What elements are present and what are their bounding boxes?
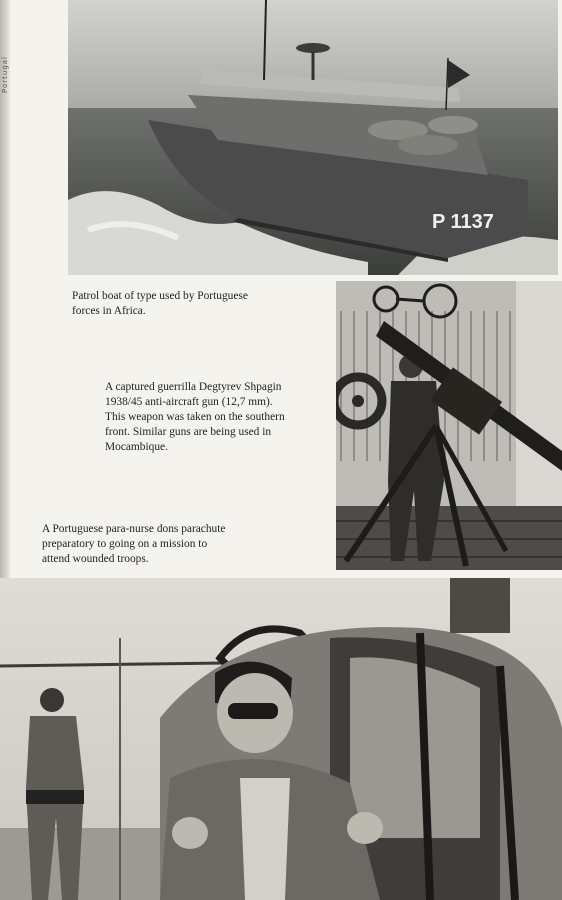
anti-aircraft-gun-caption [105,380,327,455]
anti-aircraft-gun-photo [336,281,562,570]
margin-label: Portugal [1,56,9,93]
caption-line: This weapon was taken on the southern [105,411,285,423]
caption-line: attend wounded troops. [42,553,149,565]
caption-line: Patrol boat of type used by Portuguese [72,290,248,302]
caption-line: A Portuguese para-nurse dons parachute [42,523,226,535]
caption-line: 1938/45 anti-aircraft gun (12,7 mm). [105,396,273,408]
patrol-boat-caption [72,289,302,319]
caption-line: forces in Africa. [72,305,146,317]
caption-line: Mocambique. [105,441,168,453]
para-nurse-caption [42,522,272,567]
caption-line: A captured guerrilla Degtyrev Shpagin [105,381,282,393]
patrol-boat-photo [68,0,558,275]
helicopter-nurse-photo [0,578,562,900]
caption-line: preparatory to going on a mission to [42,538,208,550]
caption-line: front. Similar guns are being used in [105,426,272,438]
hull-marking: P 1137 [432,211,494,233]
